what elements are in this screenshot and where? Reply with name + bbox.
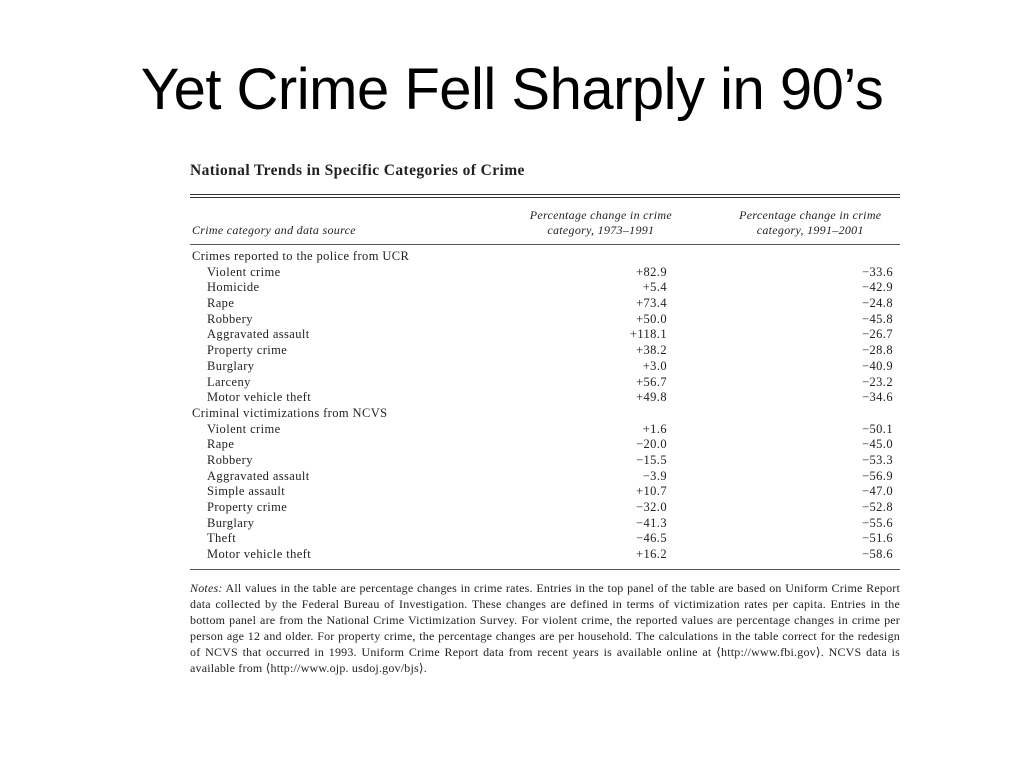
table-row xyxy=(190,296,900,312)
table-row xyxy=(190,359,900,375)
row-change-1991-2001: −45.8 xyxy=(862,311,893,326)
table-row xyxy=(190,531,900,547)
table-row xyxy=(190,343,900,359)
crime-trends-table-figure xyxy=(190,160,900,676)
row-change-1991-2001: −40.9 xyxy=(862,358,893,373)
table-bottom-rule xyxy=(190,569,900,570)
row-change-1973-1991: −46.5 xyxy=(636,531,667,546)
header-col1-line2: category, 1973–1991 xyxy=(547,223,655,237)
row-category: Burglary xyxy=(207,515,255,530)
notes-text: All values in the table are percentage changes in crime rates. Entries in the top panel of the table are based on Uniform Crime Report data collected by the Federal Bureau of Investigation. These changes are defined in terms of victimization rates per capita. Entries in the bottom panel are from the National Crime Victimization Survey. For violent crime, the reported values are percentage changes in crime per person age 12 and older. For property crime, the percentage changes are per household. The calculations in the table correct for the redesign of NCVS that occurred in 1993. Uniform Crime Report data from recent years is available online at ⟨http://www.fbi.gov⟩. NCVS data is available from ⟨http://www.ojp. usdoj.gov/bjs⟩. xyxy=(190,580,900,675)
row-change-1973-1991: +3.0 xyxy=(642,358,667,373)
row-category: Burglary xyxy=(207,358,255,373)
row-change-1991-2001: −28.8 xyxy=(862,343,893,358)
row-change-1973-1991: −32.0 xyxy=(636,500,667,514)
row-change-1991-2001: −24.8 xyxy=(862,296,893,311)
row-category: Aggravated assault xyxy=(207,327,310,342)
row-change-1973-1991: +16.2 xyxy=(636,547,667,562)
row-change-1991-2001: −33.6 xyxy=(862,264,893,279)
table-body xyxy=(190,245,900,569)
row-change-1973-1991: −3.9 xyxy=(642,468,667,483)
row-category: Aggravated assault xyxy=(207,468,310,483)
section-heading: Crimes reported to the police from UCR xyxy=(192,249,410,263)
table-row xyxy=(190,437,900,453)
table-row xyxy=(190,390,900,406)
table-row xyxy=(190,312,900,328)
row-category: Violent crime xyxy=(207,421,281,436)
table-notes xyxy=(190,580,900,676)
table-row xyxy=(190,422,900,438)
row-change-1973-1991: −15.5 xyxy=(636,452,667,467)
row-category: Robbery xyxy=(207,311,253,326)
row-change-1991-2001: −26.7 xyxy=(862,327,893,342)
header-col2-line1: Percentage change in crime xyxy=(739,208,882,222)
row-category: Simple assault xyxy=(207,484,286,499)
row-change-1991-2001: −51.6 xyxy=(862,531,893,546)
header-col2-line2: category, 1991–2001 xyxy=(756,223,864,237)
row-category: Homicide xyxy=(207,280,260,295)
row-change-1973-1991: +56.7 xyxy=(636,374,667,389)
row-category: Robbery xyxy=(207,452,253,467)
header-category: Crime category and data source xyxy=(192,223,356,237)
row-change-1991-2001: −55.6 xyxy=(862,515,893,530)
row-category: Property crime xyxy=(207,500,288,514)
row-change-1991-2001: −52.8 xyxy=(862,500,893,514)
table-title: National Trends in Specific Categories of Crime xyxy=(190,162,525,179)
table-row xyxy=(190,547,900,563)
row-change-1973-1991: +10.7 xyxy=(636,484,667,499)
row-change-1991-2001: −58.6 xyxy=(862,547,893,562)
row-change-1973-1991: +5.4 xyxy=(642,280,667,295)
row-category: Motor vehicle theft xyxy=(207,547,312,562)
table-row xyxy=(190,516,900,532)
table-header-row xyxy=(190,198,900,244)
header-change-1973-1991 xyxy=(481,208,720,238)
row-change-1973-1991: +73.4 xyxy=(636,296,667,311)
row-category: Property crime xyxy=(207,343,288,358)
row-change-1973-1991: +50.0 xyxy=(636,311,667,326)
row-change-1991-2001: −23.2 xyxy=(862,374,893,389)
row-change-1991-2001: −53.3 xyxy=(862,452,893,467)
row-change-1973-1991: −20.0 xyxy=(636,437,667,452)
row-change-1973-1991: +49.8 xyxy=(636,390,667,405)
row-category: Motor vehicle theft xyxy=(207,390,312,405)
notes-label: Notes: xyxy=(190,580,223,595)
row-change-1991-2001: −50.1 xyxy=(862,421,893,436)
row-category: Violent crime xyxy=(207,264,281,279)
table-row xyxy=(190,327,900,343)
row-change-1973-1991: +118.1 xyxy=(629,327,667,342)
row-change-1973-1991: −41.3 xyxy=(636,515,667,530)
row-change-1973-1991: +82.9 xyxy=(636,264,667,279)
row-change-1991-2001: −56.9 xyxy=(862,468,893,483)
table-row xyxy=(190,375,900,391)
row-category: Larceny xyxy=(207,374,251,389)
section-heading: Criminal victimizations from NCVS xyxy=(192,405,388,420)
table-row xyxy=(190,453,900,469)
table-row xyxy=(190,469,900,485)
header-change-1991-2001 xyxy=(721,208,901,238)
table-row xyxy=(190,280,900,296)
row-change-1991-2001: −47.0 xyxy=(862,484,893,499)
table-row xyxy=(190,500,900,516)
row-change-1991-2001: −34.6 xyxy=(862,390,893,405)
row-category: Rape xyxy=(207,437,235,452)
row-change-1973-1991: +1.6 xyxy=(642,421,667,436)
table-row xyxy=(190,265,900,281)
row-category: Rape xyxy=(207,296,235,311)
row-category: Theft xyxy=(207,531,237,546)
row-change-1991-2001: −42.9 xyxy=(862,280,893,295)
row-change-1991-2001: −45.0 xyxy=(862,437,893,452)
slide-title: Yet Crime Fell Sharply in 90’s xyxy=(140,57,884,122)
table-row xyxy=(190,484,900,500)
header-col1-line1: Percentage change in crime xyxy=(529,208,672,222)
row-change-1973-1991: +38.2 xyxy=(636,343,667,358)
